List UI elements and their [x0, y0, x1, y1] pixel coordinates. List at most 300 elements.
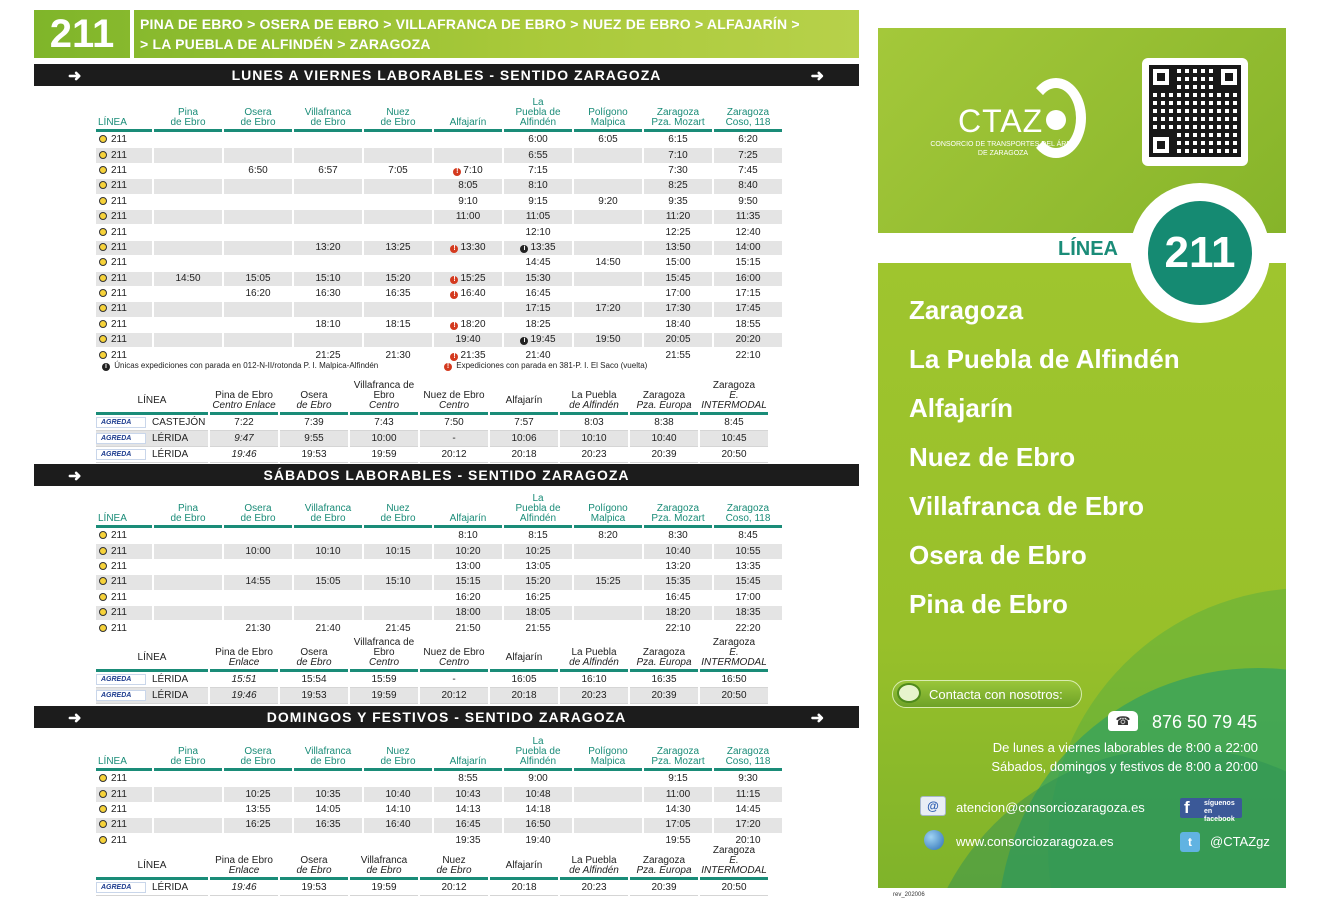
time-cell — [364, 148, 432, 162]
time-cell — [154, 164, 222, 178]
time-cell — [364, 195, 432, 209]
time-cell: 18:35 — [714, 606, 782, 620]
column-header: Polígono Malpica — [574, 494, 642, 528]
weekday-section-title — [34, 64, 859, 86]
line-cell: 211 — [96, 318, 152, 332]
time-cell — [154, 818, 222, 832]
time-cell: 20:39 — [630, 688, 698, 704]
time-cell: ! 7:10 — [434, 164, 502, 178]
time-cell — [574, 272, 642, 286]
stop-item: Alfajarín — [909, 393, 1014, 423]
time-cell — [294, 529, 362, 543]
time-cell: 15:00 — [665, 257, 691, 269]
bus-stop-icon — [99, 258, 107, 266]
stop-item: Nuez de Ebro — [909, 442, 1076, 472]
column-header: LÍNEA — [96, 737, 152, 771]
column-header: La Puebla de Alfindén — [560, 638, 628, 672]
time-cell: 9:50 — [738, 195, 758, 207]
chat-bubble-icon — [897, 683, 921, 703]
qr-finder — [1149, 133, 1173, 157]
time-cell: - — [420, 672, 488, 688]
time-cell: 19:46 — [210, 880, 278, 896]
time-cell — [294, 195, 362, 209]
bus-stop-icon — [99, 562, 107, 570]
table-row — [96, 164, 782, 178]
time-cell — [294, 133, 362, 147]
time-cell: 9:20 — [598, 195, 618, 207]
line-cell: 211 — [96, 575, 152, 589]
weekday-notes — [102, 361, 648, 371]
time-cell: 13:00 — [455, 560, 481, 572]
column-header: LÍNEA — [96, 638, 208, 672]
time-cell: 14:13 — [455, 803, 481, 815]
qr-finder — [1217, 65, 1241, 89]
weekday-title-text: LUNES A VIERNES LABORABLES - SENTIDO ZARAGOZA — [231, 67, 662, 83]
time-cell: 20:18 — [490, 447, 558, 463]
time-cell: 19:55 — [665, 834, 691, 846]
time-cell — [434, 148, 502, 162]
time-cell: 16:45 — [525, 288, 551, 300]
twitter-icon[interactable]: t — [1180, 832, 1200, 852]
saturday-title-text: SÁBADOS LABORABLES - SENTIDO ZARAGOZA — [263, 467, 630, 483]
time-cell — [224, 333, 292, 347]
time-cell: 16:35 — [294, 818, 362, 832]
time-cell: 18:05 — [504, 606, 572, 620]
time-cell: 9:55 — [280, 431, 348, 447]
agreda-logo-icon: AGREDA — [96, 882, 146, 893]
time-cell — [574, 591, 642, 605]
table-row — [96, 672, 768, 688]
time-cell — [364, 529, 432, 543]
time-cell — [224, 195, 292, 209]
bus-stop-icon — [99, 547, 107, 555]
time-cell: 20:18 — [490, 880, 558, 896]
column-header: Zaragoza Coso, 118 — [714, 737, 782, 771]
time-cell — [224, 133, 292, 147]
destination-label: LÉRIDA — [152, 674, 189, 685]
info-icon: i — [520, 337, 528, 345]
destination-label: LÉRIDA — [152, 882, 189, 893]
table-row — [96, 302, 782, 316]
time-cell: i 13:35 — [504, 241, 572, 255]
time-cell: 8:03 — [560, 415, 628, 431]
contact-label: Contacta con nosotros: — [929, 686, 1063, 702]
time-cell — [154, 772, 222, 786]
line-cell: 211 — [96, 544, 152, 558]
time-cell — [574, 241, 642, 255]
time-cell — [154, 302, 222, 316]
time-cell: 21:30 — [245, 622, 271, 634]
website-link[interactable]: www.consorciozaragoza.es — [956, 834, 1114, 849]
hours-weekday: De lunes a viernes laborables de 8:00 a 22:00 — [992, 740, 1258, 755]
table-row — [96, 575, 782, 589]
time-cell — [364, 333, 432, 347]
time-cell: 21:30 — [385, 349, 411, 361]
column-header: LÍNEA — [96, 98, 152, 132]
time-cell: 16:20 — [245, 288, 271, 300]
time-cell: 17:30 — [644, 302, 712, 316]
agreda-sunday-table — [94, 846, 770, 896]
time-cell: 19:59 — [350, 880, 418, 896]
column-header: Osera de Ebro — [280, 846, 348, 880]
table-row — [96, 179, 782, 193]
time-cell — [364, 606, 432, 620]
time-cell: 6:00 — [528, 134, 548, 146]
time-cell: 8:55 — [458, 773, 478, 785]
time-cell — [364, 302, 432, 316]
line-number: 211 — [49, 11, 115, 56]
time-cell: 10:15 — [364, 544, 432, 558]
column-header: Villafranca de Ebro Centro — [350, 638, 418, 672]
time-cell: 9:10 — [458, 195, 478, 207]
time-cell: ! 16:40 — [434, 287, 502, 301]
column-header: Zaragoza Coso, 118 — [714, 98, 782, 132]
time-cell — [294, 179, 362, 193]
agreda-logo-icon: AGREDA — [96, 433, 146, 444]
note-info: i Únicas expediciones con parada en 012-N-II/rotonda P. I. Malpica-Alfindén — [102, 361, 378, 370]
column-header: Nuez de Ebro — [364, 737, 432, 771]
time-cell: 18:10 — [315, 318, 341, 330]
time-cell: 12:40 — [735, 226, 761, 238]
time-cell — [294, 560, 362, 574]
time-cell: 21:55 — [525, 622, 551, 634]
time-cell: 10:40 — [364, 787, 432, 801]
time-cell — [154, 241, 222, 255]
time-cell: 17:20 — [574, 302, 642, 316]
time-cell: 20:12 — [420, 447, 488, 463]
linea-label: LÍNEA — [1058, 238, 1118, 260]
time-cell: 15:35 — [644, 575, 712, 589]
destination-label: LÉRIDA — [152, 449, 189, 460]
time-cell: 7:39 — [280, 415, 348, 431]
time-cell — [154, 210, 222, 224]
table-row — [96, 241, 782, 255]
line-cell: 211 — [96, 133, 152, 147]
time-cell — [574, 560, 642, 574]
time-cell — [294, 772, 362, 786]
time-cell: 8:38 — [630, 415, 698, 431]
email-link[interactable]: atencion@consorciozaragoza.es — [956, 800, 1145, 815]
time-cell — [224, 225, 292, 239]
time-cell: 20:23 — [560, 688, 628, 704]
time-cell: 17:00 — [735, 591, 761, 603]
saturday-section-title — [34, 464, 859, 486]
alert-icon: ! — [450, 322, 458, 330]
table-row — [96, 272, 782, 286]
time-cell — [154, 256, 222, 270]
time-cell: 20:23 — [560, 447, 628, 463]
table-row — [96, 818, 782, 832]
time-cell: 7:10 — [644, 148, 712, 162]
time-cell — [224, 591, 292, 605]
time-cell — [434, 225, 502, 239]
column-header: Polígono Malpica — [574, 737, 642, 771]
time-cell: 10:55 — [714, 544, 782, 558]
time-cell: 8:15 — [528, 530, 548, 542]
operator-cell — [96, 688, 208, 704]
time-cell: 15:20 — [504, 575, 572, 589]
time-cell: 14:18 — [525, 803, 551, 815]
time-cell: 11:00 — [644, 787, 712, 801]
stop-item: La Puebla de Alfindén — [909, 344, 1180, 374]
route-line-1: PINA DE EBRO > OSERA DE EBRO > VILLAFRANCA DE EBRO > NUEZ DE EBRO > ALFAJARÍN > — [140, 16, 800, 32]
time-cell: 16:05 — [490, 672, 558, 688]
stop-item: Zaragoza — [909, 295, 1024, 325]
bus-stop-icon — [99, 320, 107, 328]
time-cell: 15:05 — [224, 272, 292, 286]
time-cell: 16:10 — [560, 672, 628, 688]
column-header: Osera de Ebro — [224, 737, 292, 771]
time-cell — [154, 575, 222, 589]
time-cell: 10:00 — [224, 544, 292, 558]
table-row — [96, 560, 782, 574]
time-cell: 19:59 — [350, 688, 418, 704]
time-cell — [154, 787, 222, 801]
time-cell: 14:45 — [525, 257, 551, 269]
time-cell — [154, 225, 222, 239]
time-cell: 13:35 — [735, 560, 761, 572]
time-cell: 10:40 — [630, 431, 698, 447]
bus-stop-icon — [99, 289, 107, 297]
line-cell: 211 — [96, 302, 152, 316]
time-cell: 14:45 — [735, 803, 761, 815]
arrow-right-icon: ➜ — [810, 68, 825, 85]
column-header: La Puebla de Alfindén — [560, 846, 628, 880]
line-cell: 211 — [96, 179, 152, 193]
line-cell: 211 — [96, 787, 152, 801]
time-cell — [224, 529, 292, 543]
column-header: LÍNEA — [96, 494, 152, 528]
info-panel — [878, 28, 1286, 888]
agreda-logo-icon: AGREDA — [96, 690, 146, 701]
time-cell: 16:45 — [434, 818, 502, 832]
time-cell: 7:45 — [738, 164, 758, 176]
alert-icon: ! — [450, 291, 458, 299]
time-cell — [294, 606, 362, 620]
time-cell: 9:00 — [528, 773, 548, 785]
table-row — [96, 210, 782, 224]
column-header: Pina de Ebro — [154, 98, 222, 132]
time-cell: 14:55 — [224, 575, 292, 589]
time-cell — [154, 195, 222, 209]
time-cell — [154, 803, 222, 817]
time-cell: 19:35 — [455, 834, 481, 846]
hours-weekend: Sábados, domingos y festivos de 8:00 a 20:00 — [991, 759, 1258, 774]
bus-stop-icon — [99, 608, 107, 616]
time-cell: 13:50 — [644, 241, 712, 255]
time-cell: 14:50 — [154, 272, 222, 286]
time-cell: 17:15 — [735, 288, 761, 300]
line-cell: 211 — [96, 606, 152, 620]
time-cell: 20:50 — [700, 447, 768, 463]
column-header: Nuez de Ebro — [364, 98, 432, 132]
time-cell: 21:45 — [385, 622, 411, 634]
time-cell — [294, 302, 362, 316]
column-header: Osera de Ebro — [280, 638, 348, 672]
revision-code: rev_202006 — [893, 892, 925, 898]
time-cell — [294, 256, 362, 270]
time-cell — [364, 256, 432, 270]
bus-stop-icon — [99, 593, 107, 601]
time-cell: 17:15 — [504, 302, 572, 316]
route-description — [140, 14, 800, 54]
time-cell: 20:12 — [420, 688, 488, 704]
time-cell: 7:43 — [350, 415, 418, 431]
column-header: Zaragoza Pza. Europa — [630, 381, 698, 415]
time-cell — [154, 287, 222, 301]
time-cell: 16:00 — [714, 272, 782, 286]
time-cell: 21:50 — [455, 622, 481, 634]
contact-button[interactable] — [892, 680, 1082, 708]
time-cell: 8:45 — [700, 415, 768, 431]
time-cell: 6:15 — [668, 134, 688, 146]
time-cell — [154, 560, 222, 574]
time-cell — [574, 772, 642, 786]
time-cell — [364, 210, 432, 224]
column-header: Osera de Ebro — [224, 494, 292, 528]
time-cell: 15:51 — [210, 672, 278, 688]
time-cell: 16:35 — [630, 672, 698, 688]
sunday-timetable — [94, 736, 784, 849]
time-cell: 19:53 — [280, 688, 348, 704]
time-cell: 20:39 — [630, 447, 698, 463]
time-cell: 19:53 — [280, 880, 348, 896]
time-cell: 15:54 — [280, 672, 348, 688]
bus-stop-icon — [99, 197, 107, 205]
time-cell: 20:39 — [630, 880, 698, 896]
line-cell: 211 — [96, 148, 152, 162]
time-cell: 7:30 — [668, 164, 688, 176]
time-cell: 16:25 — [224, 818, 292, 832]
table-row — [96, 688, 768, 704]
time-cell — [154, 179, 222, 193]
stop-item: Osera de Ebro — [909, 540, 1087, 570]
column-header: Zaragoza Pza. Mozart — [644, 98, 712, 132]
time-cell: ! 21:35 — [434, 348, 502, 362]
time-cell: 11:05 — [504, 210, 572, 224]
time-cell — [294, 591, 362, 605]
bus-stop-icon — [99, 243, 107, 251]
table-row — [96, 287, 782, 301]
time-cell: 21:55 — [665, 349, 691, 361]
alert-icon: ! — [450, 276, 458, 284]
sunday-title-text: DOMINGOS Y FESTIVOS - SENTIDO ZARAGOZA — [266, 709, 627, 725]
column-header: Villafranca de Ebro — [294, 494, 362, 528]
time-cell: 10:40 — [644, 544, 712, 558]
column-header: Osera de Ebro — [224, 98, 292, 132]
time-cell: 7:22 — [210, 415, 278, 431]
time-cell: 15:15 — [434, 575, 502, 589]
time-cell: 12:10 — [525, 226, 551, 238]
time-cell: 17:00 — [665, 288, 691, 300]
time-cell: 19:46 — [210, 447, 278, 463]
time-cell — [224, 179, 292, 193]
time-cell: 9:47 — [210, 431, 278, 447]
table-row — [96, 133, 782, 147]
table-row — [96, 195, 782, 209]
time-cell: i 19:45 — [504, 333, 572, 347]
table-row — [96, 333, 782, 347]
time-cell: 17:20 — [714, 818, 782, 832]
table-row — [96, 225, 782, 239]
column-header: LÍNEA — [96, 381, 208, 415]
time-cell: 17:05 — [644, 818, 712, 832]
time-cell: 8:25 — [644, 179, 712, 193]
time-cell — [574, 164, 642, 178]
time-cell — [364, 772, 432, 786]
time-cell: 14:50 — [595, 257, 621, 269]
time-cell: 19:59 — [350, 447, 418, 463]
weekday-timetable — [94, 97, 784, 364]
ctaz-logo: CTAZ — [958, 103, 1044, 139]
column-header: Villafranca de Ebro Centro — [350, 381, 418, 415]
alert-icon: ! — [450, 353, 458, 361]
time-cell: 10:10 — [560, 431, 628, 447]
time-cell — [224, 560, 292, 574]
line-cell: 211 — [96, 348, 152, 362]
arrow-right-icon: ➜ — [68, 710, 83, 727]
time-cell: 18:25 — [525, 318, 551, 330]
qr-code-icon[interactable] — [1142, 58, 1248, 166]
line-cell: 211 — [96, 256, 152, 270]
info-icon: i — [102, 363, 110, 371]
column-header: Villafranca de Ebro — [350, 846, 418, 880]
agreda-logo-icon: AGREDA — [96, 449, 146, 460]
route-line-2: > LA PUEBLA DE ALFINDÉN > ZARAGOZA — [140, 36, 431, 52]
bus-stop-icon — [99, 624, 107, 632]
qr-finder — [1149, 65, 1173, 89]
time-cell: 7:05 — [388, 164, 408, 176]
table-row — [96, 447, 768, 463]
line-cell: 211 — [96, 772, 152, 786]
time-cell: 8:05 — [434, 179, 502, 193]
time-cell: 10:43 — [434, 787, 502, 801]
line-cell: 211 — [96, 591, 152, 605]
bus-stop-icon — [99, 805, 107, 813]
agreda-logo-icon: AGREDA — [96, 674, 146, 685]
facebook-icon[interactable]: f síguenos en facebook — [1180, 798, 1242, 818]
time-cell: 14:30 — [665, 803, 691, 815]
phone-number[interactable]: 876 50 79 45 — [1152, 712, 1258, 732]
destination-label: CASTEJÓN — [152, 417, 206, 428]
qr-pattern — [1149, 65, 1241, 157]
time-cell: 8:10 — [504, 179, 572, 193]
time-cell: 14:05 — [315, 803, 341, 815]
line-cell: 211 — [96, 529, 152, 543]
agreda-weekday-table — [94, 381, 770, 463]
table-row — [96, 772, 782, 786]
arrow-right-icon: ➜ — [68, 68, 83, 85]
time-cell: 10:25 — [504, 544, 572, 558]
column-header: LÍNEA — [96, 846, 208, 880]
line-cell: 211 — [96, 287, 152, 301]
time-cell — [574, 818, 642, 832]
time-cell: 9:15 — [528, 195, 548, 207]
table-row — [96, 880, 768, 896]
column-header: Zaragoza E. INTERMODAL — [700, 846, 768, 880]
time-cell: - — [420, 431, 488, 447]
operator-cell — [96, 431, 208, 447]
time-cell: 14:10 — [385, 803, 411, 815]
time-cell — [574, 787, 642, 801]
time-cell — [434, 133, 502, 147]
column-header: Nuez de Ebro — [364, 494, 432, 528]
time-cell: 19:46 — [210, 688, 278, 704]
operator-cell — [96, 447, 208, 463]
twitter-handle[interactable]: @CTAZgz — [1210, 834, 1270, 849]
bus-stop-icon — [99, 335, 107, 343]
time-cell: 20:20 — [714, 333, 782, 347]
